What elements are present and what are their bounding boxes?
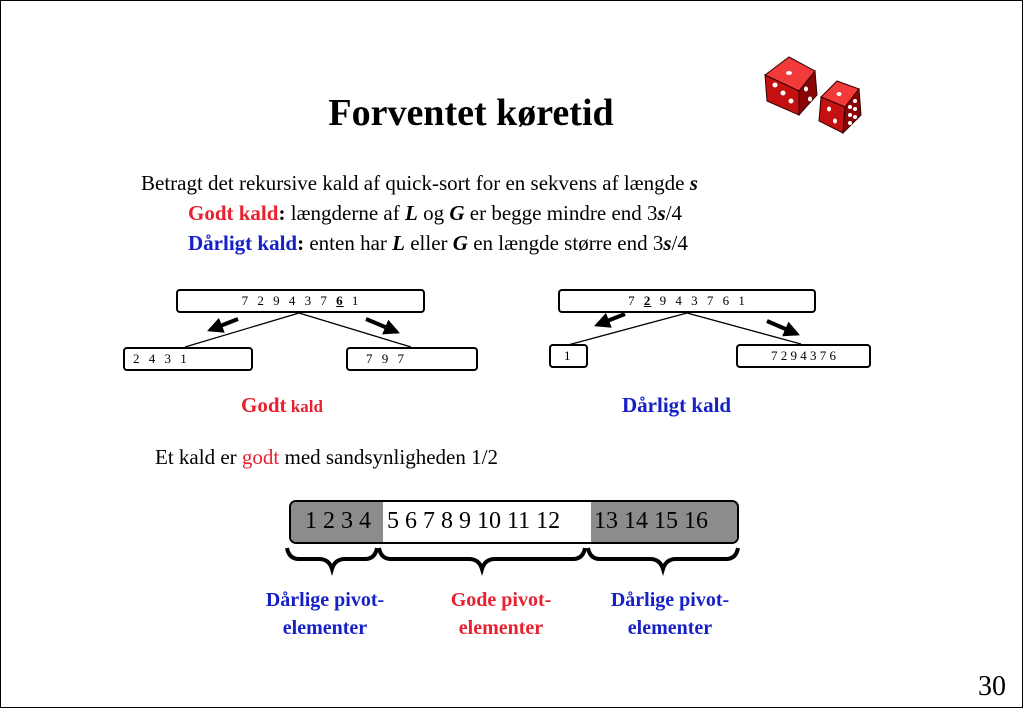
root-seq-before: 7 [628, 293, 644, 308]
good-call-colon: : [278, 201, 286, 225]
good-values: 5 6 7 8 9 10 11 12 [387, 508, 561, 534]
bad-call-label: Dårligt kald [188, 231, 298, 255]
bad-def-var-L: L [392, 231, 405, 255]
group-label-line2: elementer [282, 617, 368, 639]
bad-low-values: 1 2 3 4 [305, 508, 371, 534]
brace-right [588, 548, 738, 569]
page-number: 30 [978, 671, 1006, 702]
root-seq-before: 7 2 9 4 3 7 [241, 293, 337, 308]
bad-def-text-3: en længde større end 3 [467, 231, 664, 255]
bad-def-text-4: /4 [671, 231, 688, 255]
good-example-right-sequence: 7 9 7 [346, 347, 478, 371]
good-call-label: Godt kald [188, 201, 279, 225]
probability-text-2: med sandsynligheden 1/2 [279, 445, 498, 469]
pivot-element: 6 [336, 293, 344, 308]
good-def-text-3: er begge mindre end 3 [464, 201, 658, 225]
caption-godt: Godt [241, 393, 287, 417]
good-def-text-2: og [417, 201, 450, 225]
bad-def-var-s: s [663, 231, 672, 255]
bad-example-left-sequence: 1 [549, 344, 588, 368]
bad-call-colon: : [297, 231, 305, 255]
pivot-element: 2 [643, 293, 652, 308]
bad-def-text-1: enten har [304, 231, 393, 255]
bad-high-values: 13 14 15 16 [594, 508, 708, 534]
brace-left [287, 548, 377, 569]
intro-text: Betragt det rekursive kald af quick-sort for en sekvens af længde [141, 171, 685, 195]
bad-def-var-G: G [452, 231, 468, 255]
group-label-line1: Dårlige pivot- [265, 589, 385, 611]
probability-text-1: Et kald er [155, 445, 242, 469]
group-label-line2: elementer [627, 617, 713, 639]
good-def-var-L: L [405, 201, 418, 225]
group-label-line2: elementer [458, 617, 544, 639]
good-def-text-4: /4 [665, 201, 683, 225]
brace-middle [379, 548, 585, 569]
good-def-var-G: G [449, 201, 465, 225]
probability-good-word: godt [241, 445, 280, 469]
bad-def-text-2: eller [404, 231, 453, 255]
bad-low-group-label [225, 586, 425, 642]
good-def-text-1: længderne af [285, 201, 405, 225]
bad-example-caption: Dårligt kald [622, 393, 732, 417]
intro-var: s [689, 171, 698, 195]
caption-kald: kald [286, 397, 323, 416]
group-label-line1: Dårlige pivot- [610, 589, 730, 611]
bad-example-right-sequence: 7 2 9 4 3 7 6 [736, 344, 871, 368]
good-def-var-s: s [657, 201, 666, 225]
group-label-line1: Gode pivot- [450, 589, 552, 611]
root-seq-after: 1 [343, 293, 360, 308]
page-title: Forventet køretid [328, 92, 614, 134]
bad-high-group-label [570, 586, 770, 642]
good-example-left-sequence: 2 4 3 1 [123, 347, 253, 371]
root-seq-after: 9 4 3 7 6 1 [651, 293, 746, 308]
